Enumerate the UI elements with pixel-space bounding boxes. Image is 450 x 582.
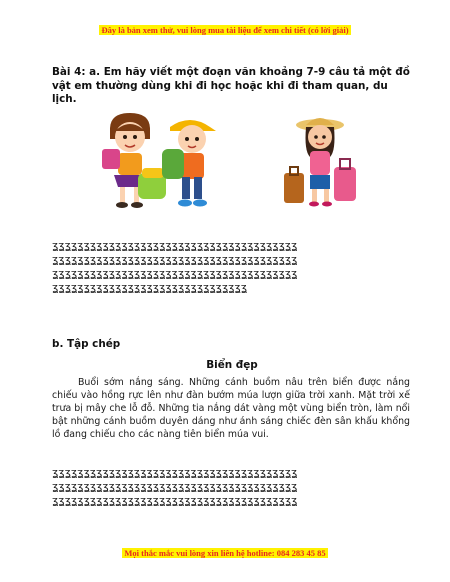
hotline-banner	[0, 548, 450, 558]
schoolgirl-figure	[102, 113, 166, 208]
children-travel-image	[88, 113, 408, 213]
writing-lines-a	[52, 239, 412, 295]
illustration-children-travel	[88, 113, 408, 213]
question-4a-heading: Bài 4: a. Em hãy viết một đoạn văn khoảng 7-9 câu tả một đồ vật em thường dùng khi đi học hoặc khi đi tham quan, du lịch.	[52, 66, 410, 105]
writing-line: ʓʓʓʓʓʓʓʓʓʓʓʓʓʓʓʓʓʓʓʓʓʓʓʓʓʓʓʓʓʓʓʓʓʓʓʓʓʓʓ	[52, 494, 298, 507]
writing-line: ʓʓʓʓʓʓʓʓʓʓʓʓʓʓʓʓʓʓʓʓʓʓʓʓʓʓʓʓʓʓʓʓʓʓʓʓʓʓʓ	[52, 466, 298, 479]
traveler-girl-figure	[284, 118, 356, 207]
question-4b-heading: b. Tập chép	[52, 338, 121, 350]
writing-line: ʓʓʓʓʓʓʓʓʓʓʓʓʓʓʓʓʓʓʓʓʓʓʓʓʓʓʓʓʓʓʓʓʓʓʓʓʓʓʓ	[52, 480, 298, 493]
writing-line: ʓʓʓʓʓʓʓʓʓʓʓʓʓʓʓʓʓʓʓʓʓʓʓʓʓʓʓʓʓʓʓʓʓʓʓʓʓʓʓ	[52, 253, 298, 266]
schoolboy-figure	[162, 120, 216, 207]
writing-line: ʓʓʓʓʓʓʓʓʓʓʓʓʓʓʓʓʓʓʓʓʓʓʓʓʓʓʓʓʓʓʓ	[52, 281, 248, 294]
writing-line: ʓʓʓʓʓʓʓʓʓʓʓʓʓʓʓʓʓʓʓʓʓʓʓʓʓʓʓʓʓʓʓʓʓʓʓʓʓʓʓ	[52, 239, 298, 252]
passage-title: Biển đẹp	[206, 359, 258, 371]
preview-banner-text: Đây là bản xem thử, vui lòng mua tài liệu để xem chi tiết (có lời giải)	[101, 25, 349, 35]
passage-text: Buổi sớm nắng sáng. Những cánh buồm nâu trên biển được nắng chiếu vào hồng rực lên như đàn bướm múa lượn giữa trời xanh. Mặt trời xế trưa bị mây che lỗ đỗ. Những tia nắng dát vàng một vùng biển tròn, làm nổi bật những cánh buồm duyên dáng như ánh sáng chiếc đèn sân khấu khổng lồ đang chiếu cho các nàng tiên biển múa vui.	[52, 377, 410, 440]
hotline-banner-text: Mọi thắc mắc vui lòng xin liên hệ hotline: 084 283 45 85	[124, 548, 326, 558]
writing-lines-b	[52, 466, 412, 508]
writing-line: ʓʓʓʓʓʓʓʓʓʓʓʓʓʓʓʓʓʓʓʓʓʓʓʓʓʓʓʓʓʓʓʓʓʓʓʓʓʓʓ	[52, 267, 298, 280]
preview-banner	[0, 25, 450, 35]
